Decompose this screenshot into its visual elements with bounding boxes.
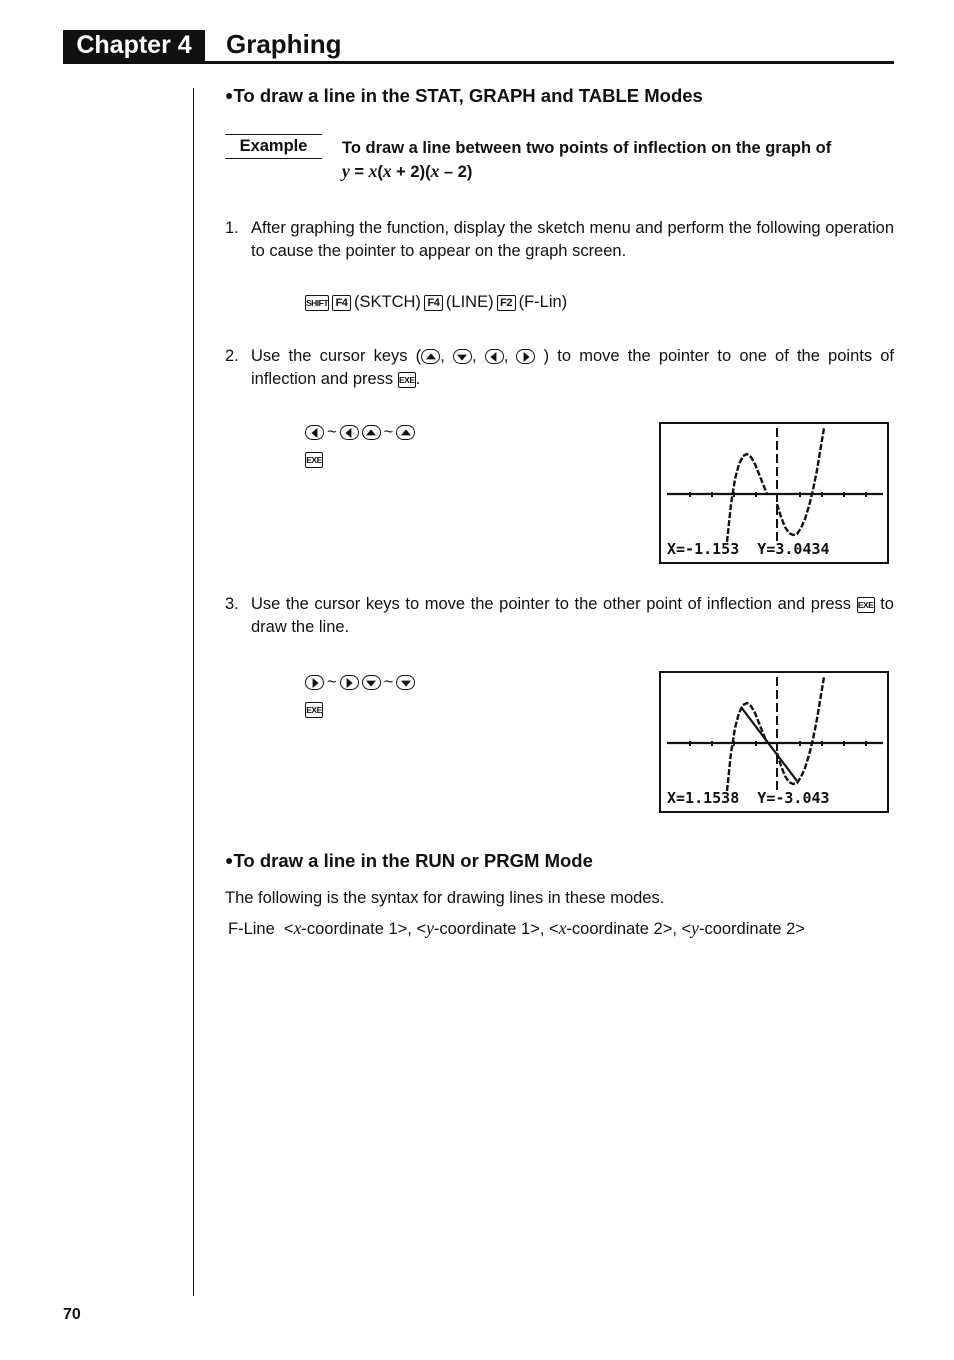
down-arrow-key-icon (362, 675, 381, 690)
right-arrow-key-icon (340, 675, 359, 690)
step-1-keys (305, 293, 567, 312)
margin-rule (193, 88, 194, 1296)
f4-key-icon: F4 (424, 295, 443, 311)
example-equation: y = x(x + 2)(x – 2) (342, 161, 473, 181)
calculator-screen-1 (659, 422, 889, 564)
calculator-screen-2 (659, 671, 889, 813)
example-text: To draw a line between two points of inflection on the graph of y = x(x + 2)(x – 2) (342, 137, 892, 184)
shift-key-icon: SHIFT (305, 295, 329, 311)
up-arrow-key-icon (421, 349, 440, 364)
exe-key-icon: EXE (305, 452, 323, 468)
step-2-exe (305, 452, 323, 468)
example-label: Example (225, 134, 322, 159)
flin-label: (F-Lin) (518, 293, 568, 311)
step-2-key-sequence: ~ ~ (305, 423, 415, 442)
bullet-icon: ● (225, 87, 234, 103)
exe-key-icon: EXE (398, 372, 416, 388)
up-arrow-key-icon (362, 425, 381, 440)
exe-key-icon: EXE (305, 702, 323, 718)
section-heading-stat-graph-table: ●To draw a line in the STAT, GRAPH and TABLE Modes (225, 85, 703, 106)
step-3: 3. Use the cursor keys to move the pointer to the other point of inflection and press EXE to draw the line. (225, 595, 894, 636)
right-arrow-key-icon (305, 675, 324, 690)
step-1: 1. After graphing the function, display the sketch menu and perform the following operation to cause the pointer to appear on the graph screen. (225, 219, 894, 260)
syntax-intro: The following is the syntax for drawing lines in these modes. (225, 889, 665, 907)
bullet-icon: ● (225, 852, 234, 868)
step-3-exe (305, 702, 323, 718)
exe-key-icon: EXE (857, 597, 875, 613)
right-arrow-key-icon (516, 349, 535, 364)
header-rule (63, 61, 894, 64)
left-arrow-key-icon (305, 425, 324, 440)
down-arrow-key-icon (396, 675, 415, 690)
left-arrow-key-icon (340, 425, 359, 440)
chapter-title: Graphing (226, 29, 342, 59)
up-arrow-key-icon (396, 425, 415, 440)
f-line-syntax: F-Line <x-coordinate 1>, <y-coordinate 1>, <x-coordinate 2>, <y-coordinate 2> (228, 918, 805, 938)
sktch-label: (SKTCH) (354, 293, 421, 311)
left-arrow-key-icon (485, 349, 504, 364)
page-number: 70 (63, 1306, 81, 1323)
down-arrow-key-icon (453, 349, 472, 364)
section-heading-run-prgm: ●To draw a line in the RUN or PRGM Mode (225, 850, 593, 871)
coordinate-readout: X=-1.153 Y=3.0434 (667, 540, 830, 558)
line-label: (LINE) (445, 293, 494, 311)
step-2: 2. Use the cursor keys ( , , , ) to move the pointer to one of the points of inflection and press EXE. (225, 347, 895, 388)
step-3-key-sequence: ~ ~ (305, 673, 415, 692)
coordinate-readout: X=1.1538 Y=-3.043 (667, 789, 830, 807)
chapter-label: Chapter 4 (63, 30, 205, 61)
f2-key-icon: F2 (497, 295, 516, 311)
f4-key-icon: F4 (332, 295, 351, 311)
